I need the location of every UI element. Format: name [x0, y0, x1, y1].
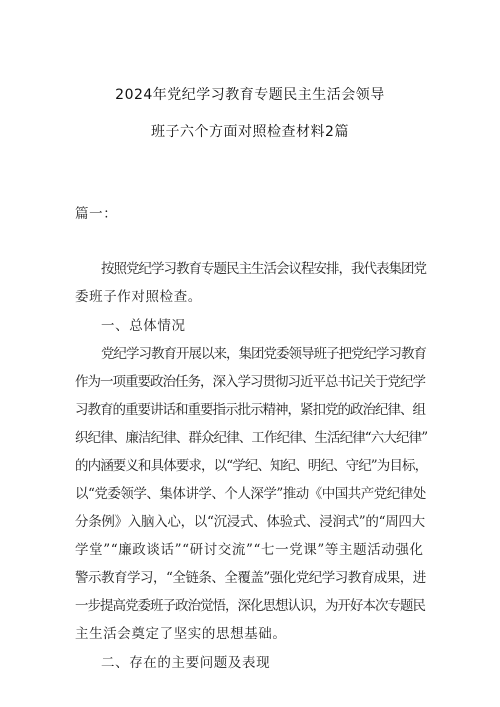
document-title-line-2: 班子六个方面对照检查材料2篇: [151, 124, 349, 140]
paragraph-line: 一步提高党委班子政治觉悟，深化思想认识，为开好本次专题民: [75, 598, 425, 614]
paragraph-line: 党纪学习教育开展以来，集团党委领导班子把党纪学习教育: [101, 346, 426, 362]
paragraph-line: 分条例》入脑入心，以“沉浸式、体验式、浸润式”的“周四大: [75, 514, 425, 530]
document-title-line-1: 2024年党纪学习教育专题民主生活会领导: [115, 87, 385, 103]
paragraph-line: 作为一项重要政治任务，深入学习贯彻习近平总书记关于党纪学: [75, 374, 425, 390]
paragraph-line: 主生活会奠定了坚实的思想基础。: [75, 626, 287, 642]
paragraph-line: 警示教育学习，“全链条、全覆盖”强化党纪学习教育成果，进: [75, 570, 426, 586]
section-heading-2: 二、存在的主要问题及表现: [101, 655, 271, 671]
paragraph-line: 学堂”“廉政谈话”“研讨交流”“七一党课”等主题活动强化: [75, 542, 424, 558]
section-label: 篇一：: [75, 206, 118, 222]
intro-line: 按照党纪学习教育专题民主生活会议程安排，我代表集团党: [101, 261, 426, 277]
paragraph-line: 以“党委领学、集体讲学、个人深学”推动《中国共产党纪律处: [75, 486, 426, 502]
paragraph-line: 的内涵要义和具体要求，以“学纪、知纪、明纪、守纪”为目标，: [75, 458, 428, 474]
intro-line: 委班子作对照检查。: [75, 289, 202, 305]
paragraph-line: 习教育的重要讲话和重要指示批示精神，紧扣党的政治纪律、组: [75, 402, 425, 418]
section-heading-1: 一、总体情况: [101, 318, 186, 334]
paragraph-line: 织纪律、廉洁纪律、群众纪律、工作纪律、生活纪律“六大纪律”: [75, 430, 428, 446]
